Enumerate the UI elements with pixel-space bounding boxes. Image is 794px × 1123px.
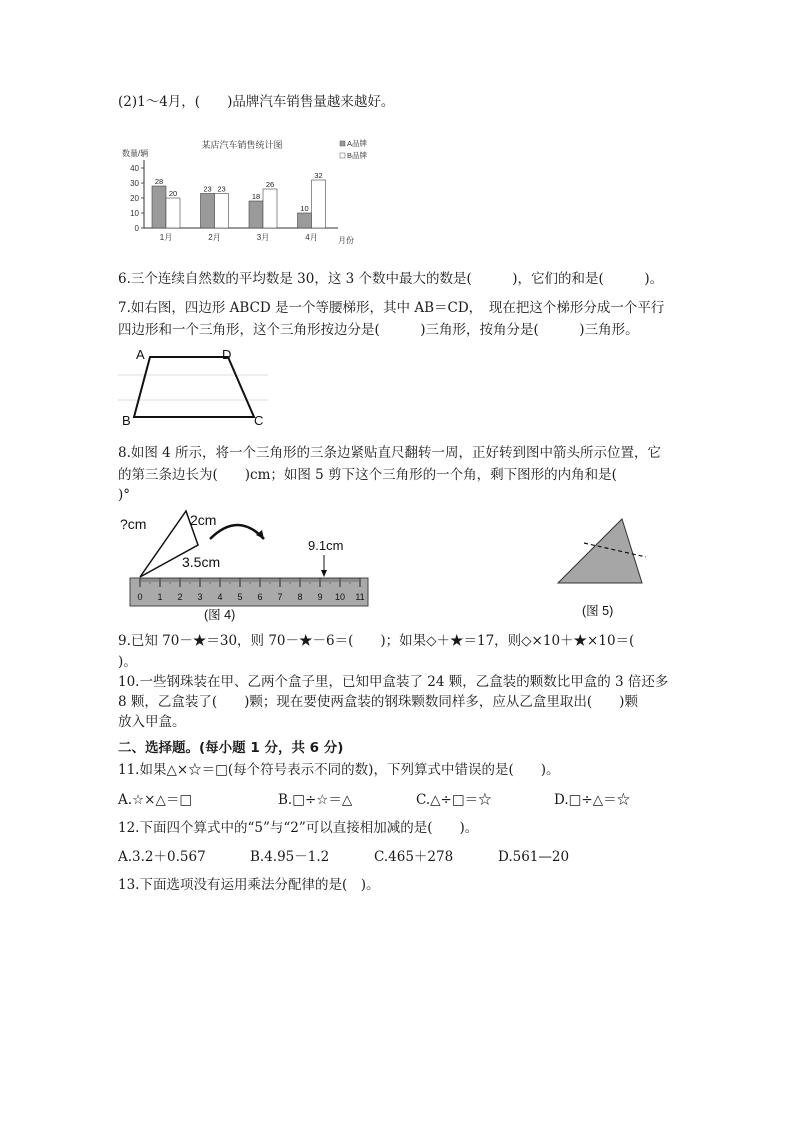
bar-a xyxy=(249,201,263,228)
ruler-tick-label: 5 xyxy=(237,592,243,602)
bar-value-label: 32 xyxy=(314,171,323,180)
ruler-tick-label: 1 xyxy=(157,592,163,602)
x-category-label: 2月 xyxy=(208,233,221,242)
y-tick-label: 30 xyxy=(130,179,139,188)
bar-b xyxy=(263,189,277,228)
y-tick-label: 20 xyxy=(130,194,139,203)
figure-4-ruler xyxy=(118,505,368,623)
ruler-tick-label: 10 xyxy=(334,592,346,602)
q10-line2: 8 颗，乙盒装了( )颗；现在要使两盒装的钢珠颗数同样多，应从乙盒里取出( )颗 xyxy=(118,694,638,710)
legend-a: A品牌 xyxy=(347,139,368,148)
trapezoid-shape xyxy=(134,357,254,417)
vertex-a: A xyxy=(136,347,145,362)
fig4-side-2cm: 2cm xyxy=(190,512,217,528)
bar-b xyxy=(312,180,326,228)
y-tick-label: 40 xyxy=(130,164,139,173)
x-category-label: 4月 xyxy=(305,233,318,242)
fig4-arrow-label: 9.1cm xyxy=(308,538,344,553)
bar-a xyxy=(152,186,166,228)
bar-value-label: 28 xyxy=(154,177,164,186)
sales-bar-chart xyxy=(118,136,368,246)
chart-xlabel: 月份 xyxy=(338,236,354,245)
q12-option-a[interactable]: A.3.2＋0.567 xyxy=(118,849,206,865)
ruler-tick-label: 4 xyxy=(217,592,223,602)
q9-line1: 9.已知 70－★＝30，则 70－★－6＝( )；如果◇＋★＝17，则◇×10＋★×10＝( xyxy=(118,633,635,649)
bar-a xyxy=(298,213,312,228)
chart-ylabel: 数量/辆 xyxy=(122,149,149,158)
legend-b: B品牌 xyxy=(347,151,368,160)
q8-line1: 8.如图 4 所示，将一个三角形的三条边紧贴直尺翻转一周，正好转到图中箭头所示位置，它 xyxy=(118,445,662,461)
x-category-label: 3月 xyxy=(256,233,270,242)
q5-part2: (2)1～4月，( )品牌汽车销售量越来越好。 xyxy=(118,94,395,110)
fig4-side-unknown: ?cm xyxy=(120,516,147,532)
bar-a xyxy=(201,194,215,229)
ruler-tick-label: 3 xyxy=(197,592,203,602)
ruler-tick-label: 7 xyxy=(277,592,283,602)
chart-title: 某店汽车销售统计图 xyxy=(201,140,283,150)
bar-value-label: 23 xyxy=(217,184,226,194)
vertex-b: B xyxy=(122,413,131,428)
bar-value-label: 20 xyxy=(168,189,178,198)
q11-option-b[interactable]: B.□÷☆＝△ xyxy=(278,792,353,808)
ruler-tick-label: 6 xyxy=(257,592,263,602)
q8-line3: )° xyxy=(118,487,131,503)
q11-option-d[interactable]: D.□÷△＝☆ xyxy=(554,792,631,808)
ruler-tick-label: 9 xyxy=(317,592,323,602)
ruler-tick-label: 8 xyxy=(297,592,303,602)
bar-value-label: 18 xyxy=(251,192,261,201)
q10-line3: 放入甲盒。 xyxy=(118,714,186,730)
bar-value-label: 26 xyxy=(265,180,275,189)
q7-line1: 7.如右图，四边形 ABCD 是一个等腰梯形，其中 AB＝CD， 现在把这个梯形分成一个平行 xyxy=(118,300,665,316)
fig5-caption: (图 5) xyxy=(582,604,614,618)
figure-5-triangle xyxy=(550,515,660,625)
q12: 12.下面四个算式中的“5”与“2”可以直接相加减的是( )。 xyxy=(118,820,479,836)
fig4-caption: (图 4) xyxy=(204,608,236,622)
q8-line2: 的第三条边长为( )cm；如图 5 剪下这个三角形的一个角，剩下图形的内角和是( xyxy=(118,467,617,483)
q11-option-a[interactable]: A.☆×△＝□ xyxy=(118,792,193,808)
fig5-triangle xyxy=(558,519,642,583)
q11: 11.如果△×☆＝□(每个符号表示不同的数)，下列算式中错误的是( )。 xyxy=(118,762,560,778)
section-2-heading: 二、选择题。(每小题 1 分，共 6 分) xyxy=(118,740,344,756)
bar-b xyxy=(215,194,229,229)
x-category-label: 1月 xyxy=(159,233,173,242)
q12-option-c[interactable]: C.465＋278 xyxy=(374,849,454,865)
fig4-side-35cm: 3.5cm xyxy=(182,554,221,570)
y-tick-label: 0 xyxy=(134,224,139,233)
bar-value-label: 10 xyxy=(300,204,309,213)
q11-option-c[interactable]: C.△÷□＝☆ xyxy=(416,792,492,808)
ruler xyxy=(130,578,368,606)
bar-value-label: 23 xyxy=(203,184,212,194)
q9-line2: )。 xyxy=(118,654,137,670)
trapezoid-figure xyxy=(118,345,268,430)
bar-b xyxy=(166,198,180,228)
q12-option-b[interactable]: B.4.95－1.2 xyxy=(250,849,330,865)
q13: 13.下面选项没有运用乘法分配律的是( )。 xyxy=(118,877,380,893)
q10-line1: 10.一些钢珠装在甲、乙两个盒子里，已知甲盒装了 24 颗，乙盒装的颗数比甲盒的 3 倍还多 xyxy=(118,674,669,690)
q6: 6.三个连续自然数的平均数是 30，这 3 个数中最大的数是( )，它们的和是( )。 xyxy=(118,271,664,287)
rotation-arrow xyxy=(210,525,264,539)
y-tick-label: 10 xyxy=(130,209,139,218)
chart-legend xyxy=(340,138,368,160)
ruler-tick-label: 2 xyxy=(177,592,183,602)
q12-option-d[interactable]: D.561—20 xyxy=(498,849,570,865)
vertex-c: C xyxy=(254,413,264,428)
ruler-tick-label: 11 xyxy=(355,592,365,602)
q7-line2: 四边形和一个三角形，这个三角形按边分是( )三角形，按角分是( )三角形。 xyxy=(118,322,639,338)
vertex-d: D xyxy=(222,347,232,362)
ruler-tick-label: 0 xyxy=(137,592,143,602)
